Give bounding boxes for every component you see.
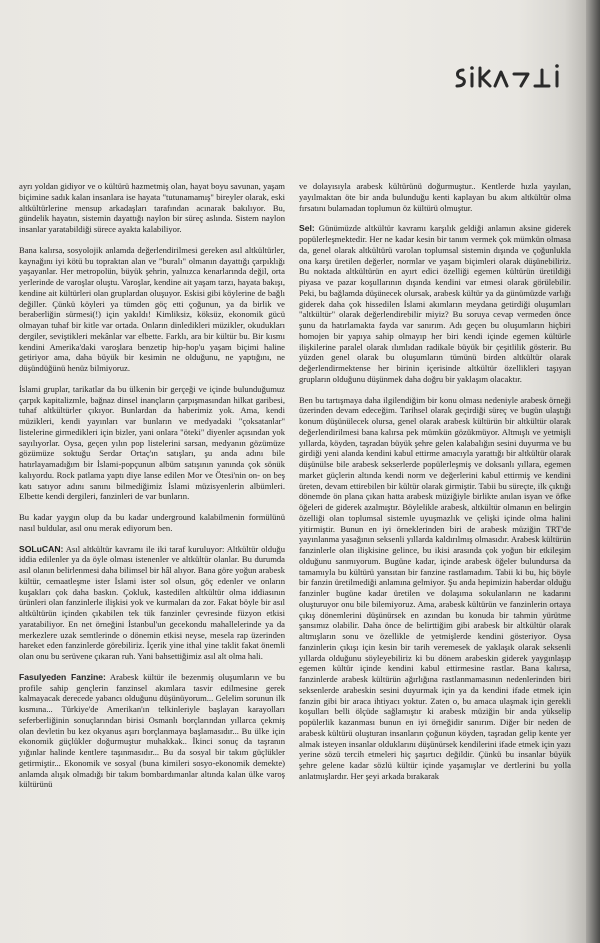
speaker-name: Fasulyeden Fanzine: (19, 671, 106, 682)
paragraph: SOLuCAN: Asıl altkültür kavramı ile iki taraf kuruluyor: Altkültür olduğu iddia edilenler ya da öyle olması istenenler ve altkültür olanlar. Bu durumda asıl olanın belirlenmesi daha bilimsel bir hâl alıyor. Bana göre yoğun arabesk kültür, cemaatleşme ister İslami ister sol olsun, göç edenler ve onların kuşakları çok daha baskın. Çokluk, kastedilen altkültür olma iddiasının ürünleri olan fanzinlerle ilişkisi yok ve kurmaları da zor. Fakat böyle bir asıl altkültürün içinden çıkabilen tek tük fanzinler çevresinde füzyon etkisi yaratabiliyor. En net örneğini İstanbul'un gecekondu mahallelerinde ya da merkezlere uzak semtlerinde o dönemin etkisi neyse, mesela rap üzerinden hareket eden fanzinlerde görebiliriz. İçerik yine ithal yine taklit fakat önemli olan onu bu serüvene çıkaran ruh. Yani bahsettiğimiz asıl alt olma hali. (19, 543, 285, 661)
paragraph: Sel: Günümüzde altkültür kavramı karşılık geldiği anlamın aksine giderek popülerleşmektedir. Her ne kadar kesin bir tanım vermek çok mümkün olmasa da, genel olarak altkültürü varolan toplumsal sistemin dışında ve çoğunlukla ona karşı üretilen değerler, normlar ve yaşam biçimleri olarak düşünebiliriz. Bu noktada altkültürün en ayırt edici özelliği egemen kültürün üretildiği piyasa ve pazar koşullarının dışında kendini var etmesi olarak görülebilir. Peki, bu bağlamda düşünecek olursak, arabesk kültür ya da günümüzde varlığı giderek daha çok hissedilen İslami akımların meydana getirdiği oluşumları "altkültür" olarak değerlendirebilir miyiz? Bu soruya cevap vermeden önce şunu da hatırlamakta fayda var sanırım. Adı geçen bu oluşumların hiçbiri homojen bir yapıya sahip olmayıp her biri kendi içinde egemen kültürle ilişkilerine paralel olarak ılımlıdan radikale büyük bir çeşitlilik gösterir. Bu yüzden genel olarak bu oluşumların tümünü birden altkültür olarak değerlendirmektense her birinin içerisinde altkültür özellikleri taşıyan grupların olduğunu düşünmek daha doğru bir yaklaşım olacaktır. (299, 223, 571, 384)
paragraph: ve dolayısıyla arabesk kültürünü doğurmuştur.. Kentlerde hızla yayılan, yayılmaktan öte bir anda bulunduğu kenti kaplayan bu akım altkültür olma fırsatını bulamadan toplumun öz kültürü olmuştur. (299, 181, 571, 213)
sikinti-logo (453, 60, 565, 94)
speaker-name: SOLuCAN: (19, 543, 64, 554)
left-text-column (19, 181, 285, 916)
paragraph: Ben bu tartışmaya daha ilgilendiğim bir konu olması nedeniyle arabesk örneği üzerinden devam edeceğim. Tarihsel olarak geçirdiği süreç ve bugün ulaştığı konum düşünülecek olursa, genel olarak arabesk kültürün bir altkültür olarak değerlendirilmesi bana kalırsa pek mümkün gözükmüyor. Altmışlı ve yetmişli yıllarda, köyden, taşradan büyük şehre gelen kalabalığın sesini duyurma ve bu girdiği yeni alanda kendini kabul ettirme amacıyla yarattığı bir altkültür olarak düşünülse bile arabesk sekserlerde popülerleşmiş ve doksanlı yıllara, egemen market güçlerin altında kendi norm ve değerlerini kabul ettirmiş ve kendini üreten, devam ettirebilen bir kültür olarak girmiştir. Tabii bu süreçte, ilk çıktığı dönemde ön plana çıkan hatta arabesk müziğiyle birlikte anılan isyan ve öfke öğeleri de giderek azalmıştır. Böylelikle arabesk, altkültür olmanın en belirgin özelliği olan toplumsal sistemle uyuşmazlık ve çelişki içinde olma halini yitirmiştir. Bunun en iyi örneklerinden biri de arabesk müziğin TRT'de yayınlanma yasağının seksenli yıllarda kaldırılmış olmasıdır. Arabesk kültürün fanzinlerle olan ilişkisine gelince, bu ikisi arasında çok yoğun bir etkileşim olduğunu sanmıyorum. Bugüne kadar, içinde arabesk öğeler bulundursa da tamamıyla bu kültürü yansıtan bir fanzine rastlamadım. Tabii ki bu, hiç böyle bir fanzin üretilmediği anlamına gelmiyor. Şu anda hepimizin haberdar olduğu fanzinler bugüne kadar üretilen ve dolaşıma sokulanların ne kadarını oluşturuyor onu bile bilemiyoruz. Ama, arabesk kültürün ve fanzinlerin ortaya çıkış dönemlerini düşünürsek en azından bu konuda bir tahmin yürütme şansımız olabilir. Daha önce de belirttiğim gibi arabesk bir altkültür olarak altmışların sonu ve özellikle de yetmişlerde kendini gösteriyor. Oysa fanzinlerin çıkışı için kesin bir tarih veremesek de yaklaşık olarak seksenli yıllarda olduğunu söyleyebiliriz ki bu dönem arabeskin giderek yaygınlaşıp egemen kültür içinde kendini kabul ettirmesine rastlar. Bana kalırsa, fanzinlerde arabesk kültürün ağırlığına rastlanmamasının nedenlerinden biri seksenlerde arabeskin sesini duyurmak için ya da kendini ifade etmek için fanzin gibi bir araca ihtiyacı yoktur. Zaten o, bu amaca ulaşmak için gerekli koşulları belli ölçüde sağlamıştır ki arabesk müziğin bir anda yükselip popülerlik kazanması bunun en iyi örneğidir sanırım. Diğer bir neden de arabesk kültürü oluşturan insanların çoğunun köyden, taşradan gelip kente yer almak isteyen insanlar olduklarını düşünürsek kendilerini ifade etmek için yazı yerine sözü tercih etmeleri hiç şaşırtıcı değildir. Çünkü bu insanlar büyük şehre gelene kadar sözlü kültür içinde yaşamışlar ve dertlerini bu yolla anlatmışlardır. Her şeyi arkada bırakarak (299, 394, 571, 781)
paragraph: Bu kadar yaygın olup da bu kadar underground kalabilmenin formülünü nasıl buldular, asıl onu merak ediyorum ben. (19, 512, 285, 533)
paragraph: ayrı yoldan gidiyor ve o kültürü hazmetmiş olan, hayat boyu savunan, yaşam biçimine sadık kalan insanlara ise hayata "tutunamamış" bireyler olarak, eski altkültürlerine mensup arkadaşları tarafından acınarak bakılıyor. Bu, gündelik hayatın, sistemin dayattığı naylon bir süreç aslında. Sistem naylon insanlar yaratabildiği sürece ayakta kalabiliyor. (19, 181, 285, 234)
page-gutter-shadow (586, 0, 600, 943)
paragraph: İslami gruplar, tarikatlar da bu ülkenin bir gerçeği ve içinde bulunduğumuz çarpık kapitalizmle, bağnaz dinsel inançların çarpışmasından hilkat garibesi, tuhaf altkültürler çıkıyor. Bunlardan da haberimiz yok. Ama, kendi müzikleri, kendi yayınları var bunların ve medyadaki "çoksatanlar" listelerine girmedikleri için bizler, yani onlara "öteki" diyenler açısından yok sayılıyorlar. Oysa, geçen yılın pop listelerini sarsan, medyanın gözümüze gözümüze soktuğu Serdar Ortaç'ın satışları, şu anda adını bile hatırlayamadığım bir İslami-popçunun albüm satışının yanında çok sönük kalıyordu. Rock patlama yaptı diye lanse edilen Mor ve Ötesi'nin on- on beş katı satıyor adını sanını bilmediğimiz İslami müzisyenlerin albümleri. Elbette kendi dergileri, fanzinleri de var bunların. (19, 383, 285, 502)
speaker-name: Sel: (299, 223, 315, 234)
right-text-column (299, 181, 571, 896)
paragraph: Fasulyeden Fanzine: Arabesk kültür ile bezenmiş oluşumların ve bu profile sahip gençlerin fanzinsel akımlara tasvir edilmesine gerek kalmayacak derecede yabancı olduğunu düşünüyorum... Gelelim sorunun ilk kısmına... Türkiye'de Amerikan'ın telkinleriyle başlayan karayolları seferberliğinin sonuçlarından birisi Osmanlı borçlarından yıllarca çekmiş olan devletin bu kez okyanus aşırı borçlanmaya başlamasıdır... Bu ülke için ekonomik güçlükler doğurmuştur muhakkak.. İkinci sonuç da taşranın yığınlar halinde kentlere taşınmasıdır... Bu da sosyal bir takım güçlükler getirmiştir... Ekonomik ve sosyal (buna kimileri sosyo-ekonomik demekte) anlamda alışık olmadığı bir takım bombardımanlar altında kalan ülke varoş kültürünü (19, 671, 285, 790)
paragraph: Bana kalırsa, sosyolojik anlamda değerlendirilmesi gereken asıl altkültürler, kaynağını iyi kötü bu topraktan alan ve "buralı" olmanın dayattığı çarpıklığı yaşayanlar. Her metropolün, büyük şehrin, yalnızca kenarlarında değil, orta yerlerinde de varoşlar oluştu. Varoşlar, kendine ait yaşam tarzı, hayata bakışı, kendine ait kültürleri olan gruplardan oluşuyor. Eskisi gibi köylerine de bağlı değiller. Çünkü köyleri ya tümden göç etti çoğunun, ya da birlik ve beraberliğin sürmesi(!) için yakıldı! Kimliksiz, köksüz, ekonomik gücü olmayan tuhaf bir kitle var ortada. Onların dinledikleri müzikler, okudukları dergiler, seviştikleri mekânlar var elbette. Farklı, ara bir kültür bu. Bir kısmı kendini Amerika'daki varoşlara benzetip hip-hop'u yaşam biçimi haline getiriyor ama, daha büyük bir kesimin ne olduğunu, ne yaptığını, ne düşündüğünü henüz bilmiyoruz. (19, 244, 285, 373)
